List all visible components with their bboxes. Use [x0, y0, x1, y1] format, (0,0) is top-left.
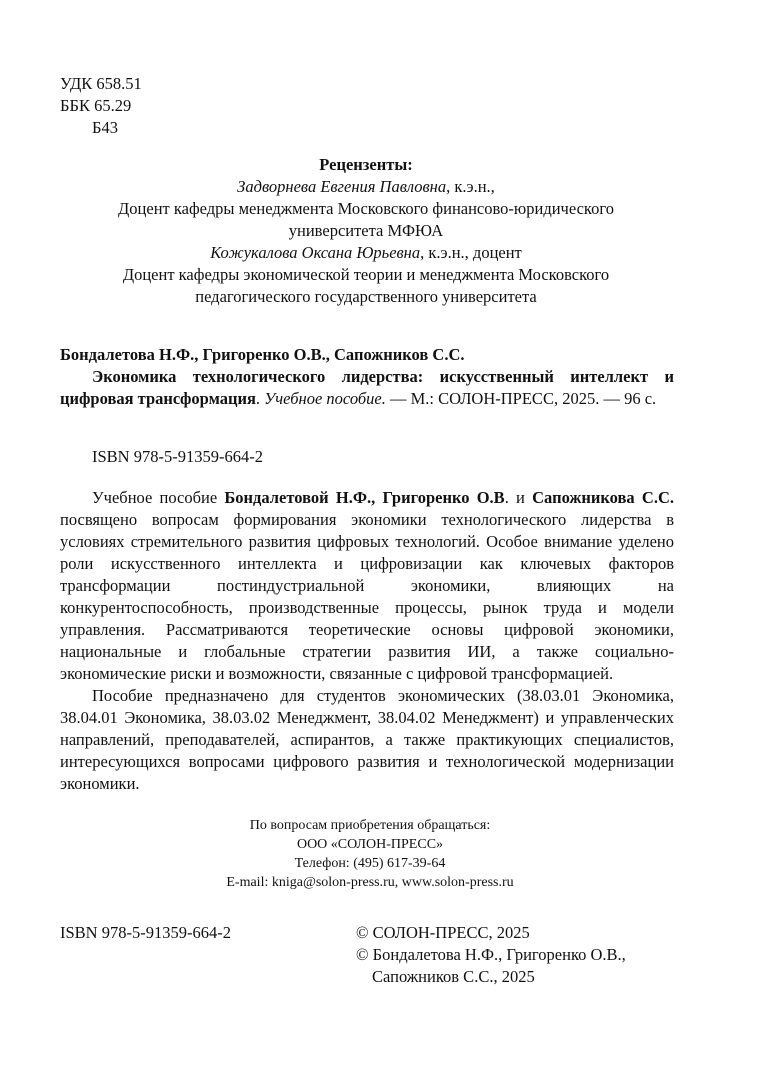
- annotation-paragraph-1: [60, 487, 674, 685]
- bib-imprint: — М.: СОЛОН-ПРЕСС, 2025. — 96 с.: [385, 389, 657, 408]
- annotation-dot-and: . и: [504, 488, 533, 507]
- bibliographic-record: [60, 344, 674, 410]
- reviewer-2: [60, 242, 672, 264]
- contacts-phone: Телефон: (495) 617-39-64: [294, 856, 446, 871]
- contacts-line-1: По вопросам приобретения обращаться:: [249, 818, 491, 833]
- author-mark: Б43: [92, 118, 118, 137]
- isbn-bottom: ISBN 978-5-91359-664-2: [60, 923, 231, 942]
- annotation-body: посвящено вопросам формирования экономики технологического лидерства в условиях стремительного развития цифровых технологий. Особое внимание уделено роли искусственного интеллекта и цифровизации как ключевых факторов трансформации постиндустриальной экономики, влияющих на конкурентоспособность, производственные процессы, рынок труда и модели управления. Рассматриваются теоретические основы цифровой экономики, национальные и глобальные стратегии развития ИИ, а также социально-экономические риски и возможности, связанные с цифровой трансформацией.: [60, 510, 674, 683]
- isbn-top: ISBN 978-5-91359-664-2: [92, 447, 263, 466]
- classification-block: [60, 73, 142, 139]
- bib-dot: .: [255, 389, 261, 408]
- copyright-line-2: © Бондалетова Н.Ф., Григоренко О.В.,: [356, 945, 626, 964]
- contacts-email: E-mail: kniga@solon-press.ru, www.solon-press.ru: [226, 875, 514, 890]
- bib-type: Учебное пособие.: [264, 389, 386, 408]
- reviewer-1-degree: , к.э.н.,: [446, 177, 495, 196]
- bib-title: Экономика технологического лидерства: искусственный интеллект и цифровая трансформация: [60, 367, 674, 408]
- reviewer-2-position-line1: Доцент кафедры экономической теории и менеджмента Московского: [122, 265, 610, 284]
- bib-description: [60, 366, 674, 410]
- reviewers-heading: Рецензенты:: [319, 155, 413, 174]
- reviewer-2-degree: , к.э.н., доцент: [420, 243, 522, 262]
- udk-code: УДК 658.51: [60, 74, 142, 93]
- annotation: [60, 487, 674, 795]
- copyright-line-1: © СОЛОН-ПРЕСС, 2025: [356, 923, 530, 942]
- annotation-authors-a: Бондалетовой Н.Ф., Григоренко О.В: [224, 488, 505, 507]
- bib-authors: Бондалетова Н.Ф., Григоренко О.В., Сапожников С.С.: [60, 345, 465, 364]
- reviewer-2-name: Кожукалова Оксана Юрьевна: [210, 243, 421, 262]
- reviewer-1-position-line2: университета МФЮА: [288, 221, 444, 240]
- reviewer-2-position-line2: педагогического государственного университета: [195, 287, 537, 306]
- bbk-code: ББК 65.29: [60, 96, 132, 115]
- reviewer-1-position-line1: Доцент кафедры менеджмента Московского финансово-юридического: [118, 199, 614, 218]
- annotation-paragraph-2: Пособие предназначено для студентов экономических (38.03.01 Экономика, 38.04.01 Экономика, 38.03.02 Менеджмент, 38.04.02 Менеджмент) и управленческих направлений, преподавателей, аспирантов, а также практикующих специалистов, интересующихся вопросами цифрового развития и технологической модернизации экономики.: [60, 686, 674, 793]
- contacts-block: [160, 816, 580, 892]
- reviewer-1: [60, 176, 672, 198]
- annotation-start: Учебное пособие: [92, 488, 225, 507]
- contacts-line-2: ООО «СОЛОН-ПРЕСС»: [296, 837, 444, 852]
- copyright-line-3: Сапожников С.С., 2025: [372, 967, 535, 986]
- copyright-block: [356, 922, 626, 988]
- reviewer-1-name: Задворнева Евгения Павловна: [237, 177, 447, 196]
- annotation-authors-b: Сапожникова С.С.: [532, 488, 674, 507]
- reviewers-block: [60, 154, 672, 308]
